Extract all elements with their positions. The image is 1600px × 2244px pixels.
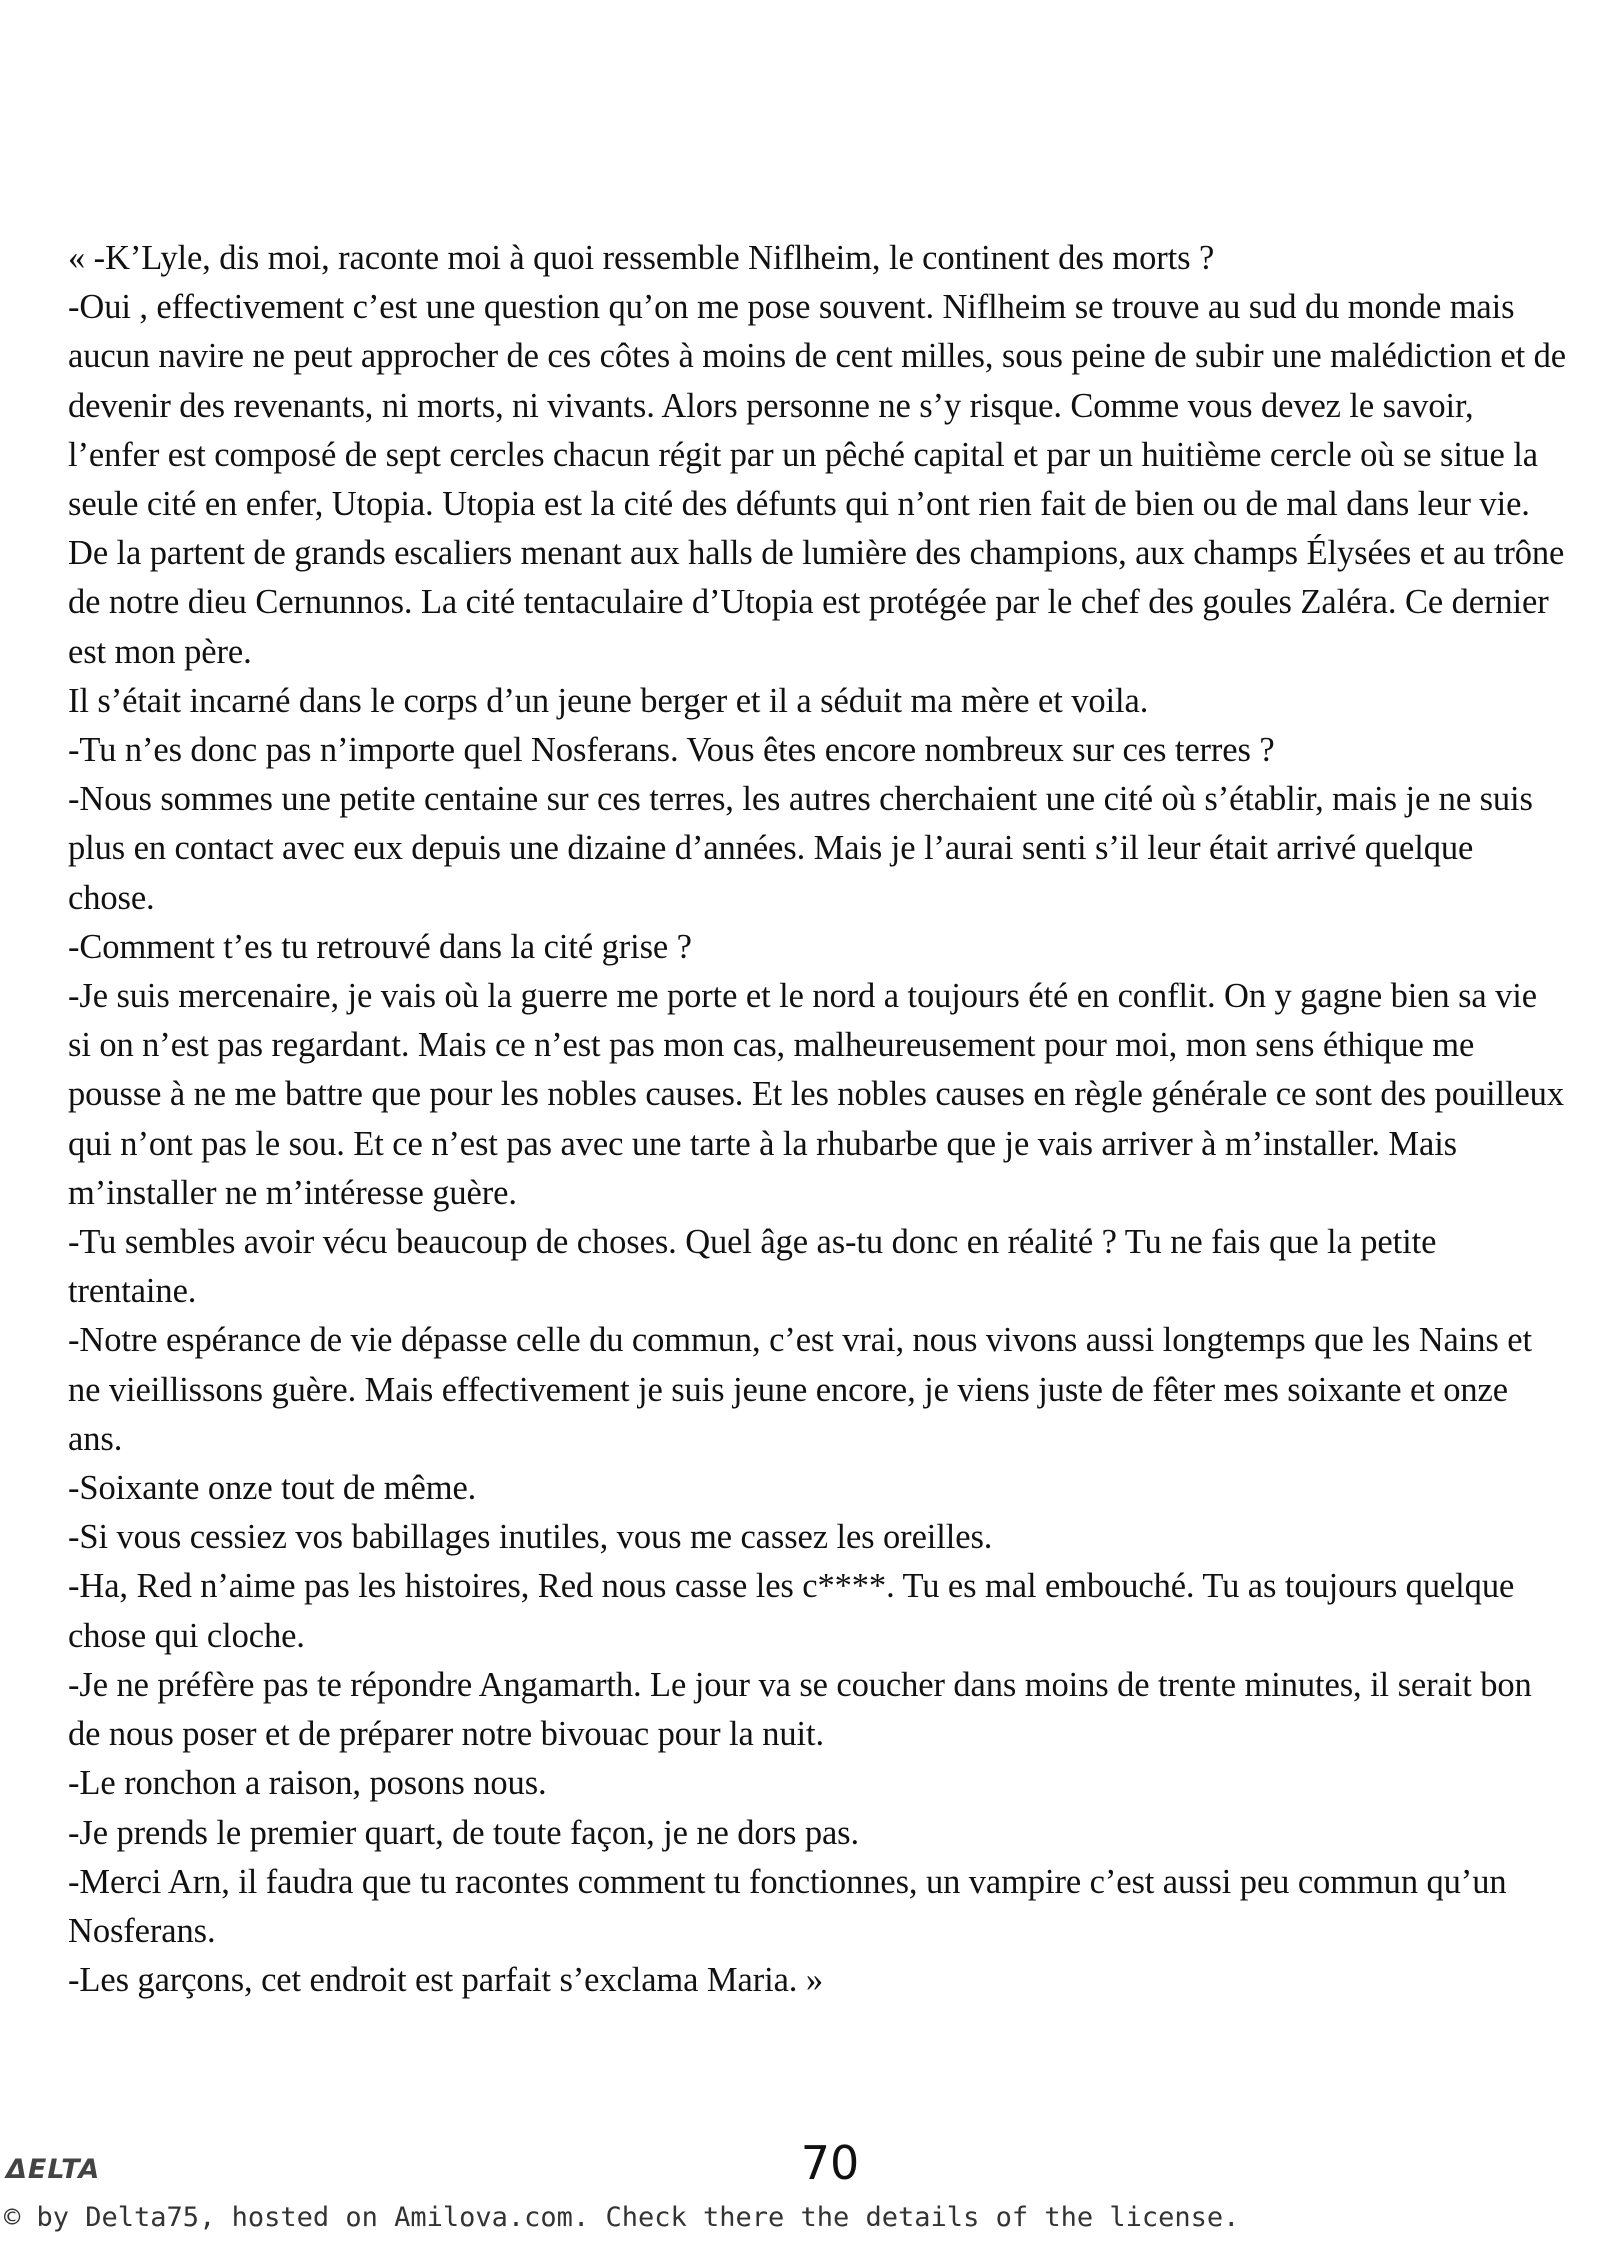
paragraph: -Je prends le premier quart, de toute façon, je ne dors pas. [68,1813,860,1852]
paragraph: -Oui , effectivement c’est une question qu’on me pose souvent. Niflheim se trouve au sud du monde mais aucun navire ne peut approcher de ces côtes à moins de cent milles, sous peine de subir une malédiction et de devenir des revenants, ni morts, ni vivants. Alors personne ne s’y risque. Comme vous devez le savoir, l’enfer est composé de sept cercles chacun régit par un pêché capital et par un huitième cercle où se situe la seule cité en enfer, Utopia. Utopia est la cité des défunts qui n’ont rien fait de bien ou de mal dans leur vie. De la partent de grands escaliers menant aux halls de lumière des champions, aux champs Élysées et au trône de notre dieu Cernunnos. La cité tentaculaire d’Utopia est protégée par le chef des goules Zaléra. Ce dernier est mon père. [68,288,1566,671]
paragraph: -Tu n’es donc pas n’importe quel Nosferans. Vous êtes encore nombreux sur ces terres ? [68,731,1275,770]
paragraph: -Le ronchon a raison, posons nous. [68,1764,547,1803]
paragraph: -Notre espérance de vie dépasse celle du commun, c’est vrai, nous vivons aussi longtemps que les Nains et ne vieillissons guère. Mais effectivement je suis jeune encore, je viens juste de fêter mes soixante et onze ans. [68,1321,1532,1458]
paragraph: -Comment t’es tu retrouvé dans la cité grise ? [68,927,692,966]
paragraph: -Si vous cessiez vos babillages inutiles, vous me cassez les oreilles. [68,1518,993,1557]
paragraph: -Nous sommes une petite centaine sur ces terres, les autres cherchaient une cité où s’établir, mais je ne suis plus en contact avec eux depuis une dizaine d’années. Mais je l’aurai senti s’il leur était arrivé quelque chose. [68,780,1533,917]
page-number: 70 [800,2136,860,2190]
paragraph: -Soixante onze tout de même. [68,1469,477,1508]
paragraph: Il s’était incarné dans le corps d’un jeune berger et il a séduit ma mère et voila. [68,681,1149,720]
paragraph: -Ha, Red n’aime pas les histoires, Red nous casse les c****. Tu es mal embouché. Tu as toujours quelque chose qui cloche. [68,1567,1515,1655]
body-text [68,234,1568,2005]
paragraph: -Je ne préfère pas te répondre Angamarth. Le jour va se coucher dans moins de trente minutes, il serait bon de nous poser et de préparer notre bivouac pour la nuit. [68,1665,1532,1754]
copyright-notice: © by Delta75, hosted on Amilova.com. Check there the details of the license. [4,2202,1240,2233]
paragraph: -Tu sembles avoir vécu beaucoup de choses. Quel âge as-tu donc en réalité ? Tu ne fais que la petite trentaine. [68,1223,1437,1311]
paragraph: -Je suis mercenaire, je vais où la guerre me porte et le nord a toujours été en conflit. On y gagne bien sa vie si on n’est pas regardant. Mais ce n’est pas mon cas, malheureusement pour moi, mon sens éthique me pousse à ne me battre que pour les nobles causes. Et les nobles causes en règle générale ce sont des pouilleux qui n’ont pas le sou. Et ce n’est pas avec une tarte à la rhubarbe que je vais arriver à m’installer. Mais m’installer ne m’intéresse guère. [68,977,1564,1212]
paragraph: -Merci Arn, il faudra que tu racontes comment tu fonctionnes, un vampire c’est aussi peu commun qu’un Nosferans. [68,1862,1507,1950]
paragraph: « -K’Lyle, dis moi, raconte moi à quoi ressemble Niflheim, le continent des morts ? [68,239,1215,277]
delta-logo: ΔELTA [6,2154,101,2185]
paragraph: -Les garçons, cet endroit est parfait s’exclama Maria. » [68,1961,823,2000]
